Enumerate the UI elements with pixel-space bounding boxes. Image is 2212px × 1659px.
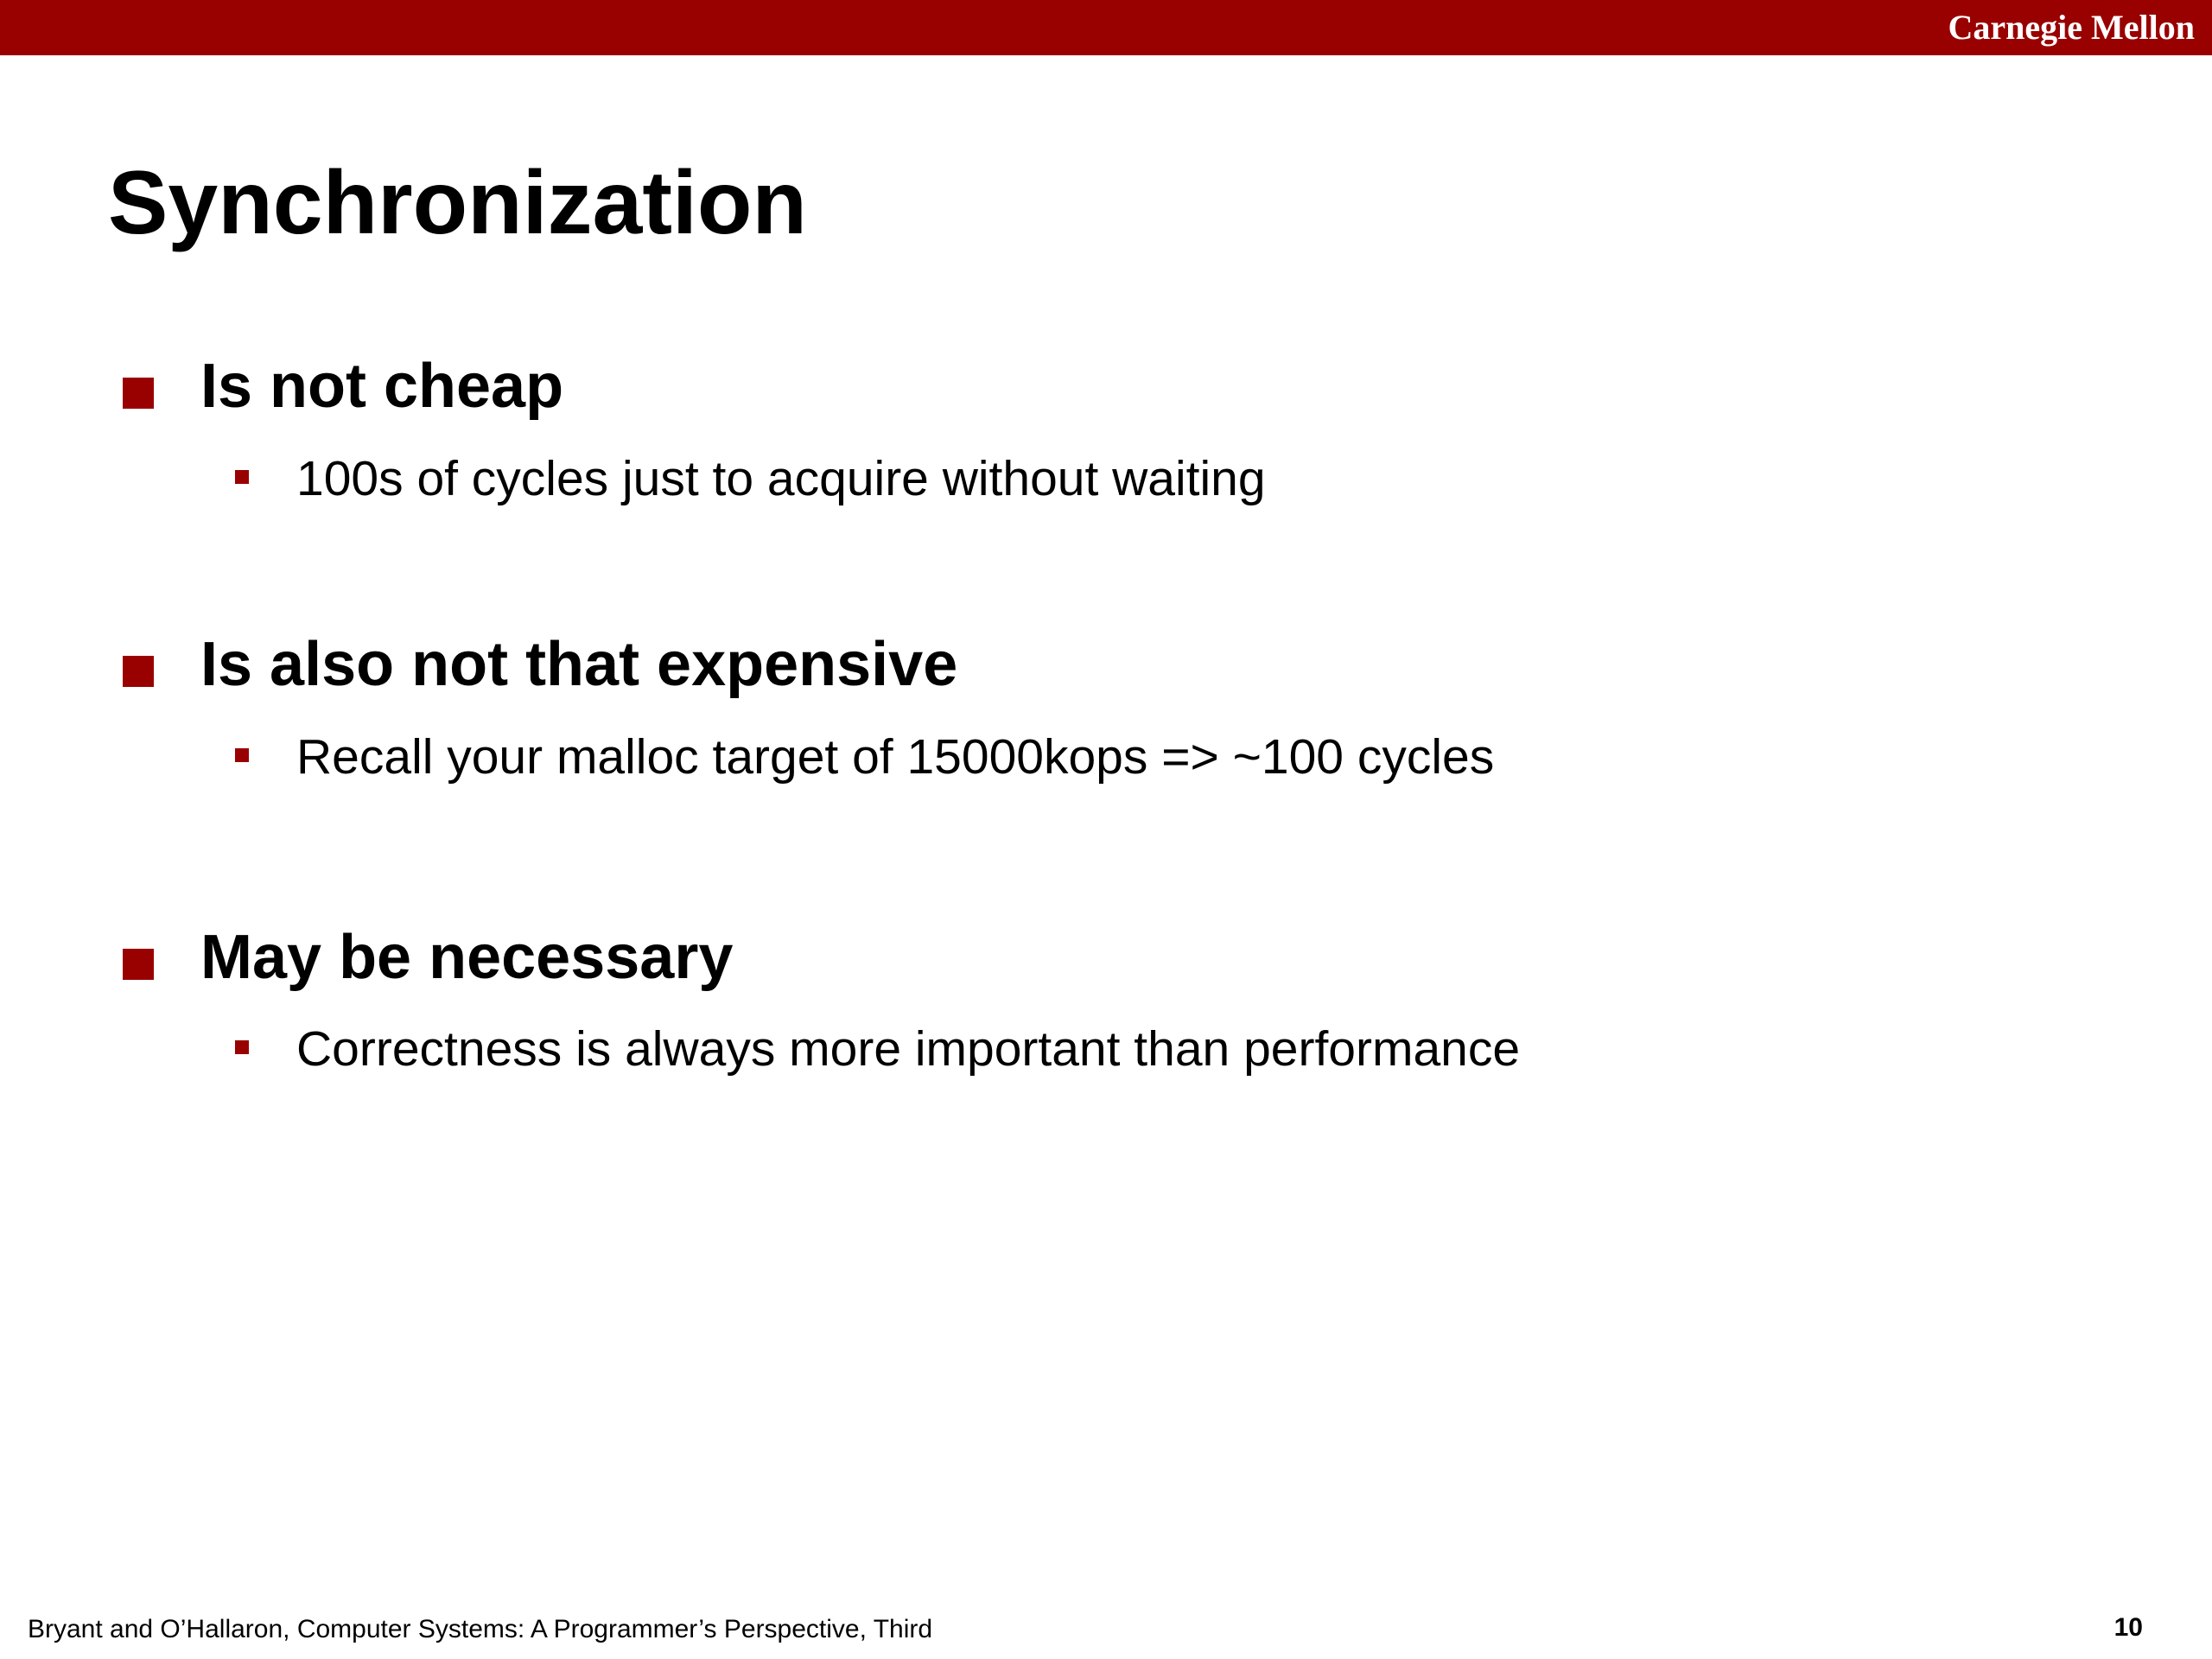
small-square-bullet-icon [235,470,249,484]
bullet-heading: Is not cheap [200,352,564,421]
bullet-heading: Is also not that expensive [200,630,958,699]
square-bullet-icon [123,656,154,687]
square-bullet-icon [123,949,154,980]
footer-citation: Bryant and O’Hallaron, Computer Systems: A Programmer’s Perspective, Third [28,1615,933,1643]
bullet-heading: May be necessary [200,923,734,992]
bullet-subtext: Recall your malloc target of 15000kops => ~100 cycles [296,729,1495,785]
square-bullet-icon [123,378,154,409]
small-square-bullet-icon [235,1040,249,1054]
bullet-subtext: 100s of cycles just to acquire without waiting [296,451,1266,506]
bullet-subtext: Correctness is always more important than performance [296,1021,1521,1077]
page-number: 10 [2113,1613,2143,1642]
slide-title: Synchronization [108,153,807,253]
small-square-bullet-icon [235,748,249,762]
brand-name: Carnegie Mellon [1948,8,2195,47]
header-bar [0,0,2212,55]
